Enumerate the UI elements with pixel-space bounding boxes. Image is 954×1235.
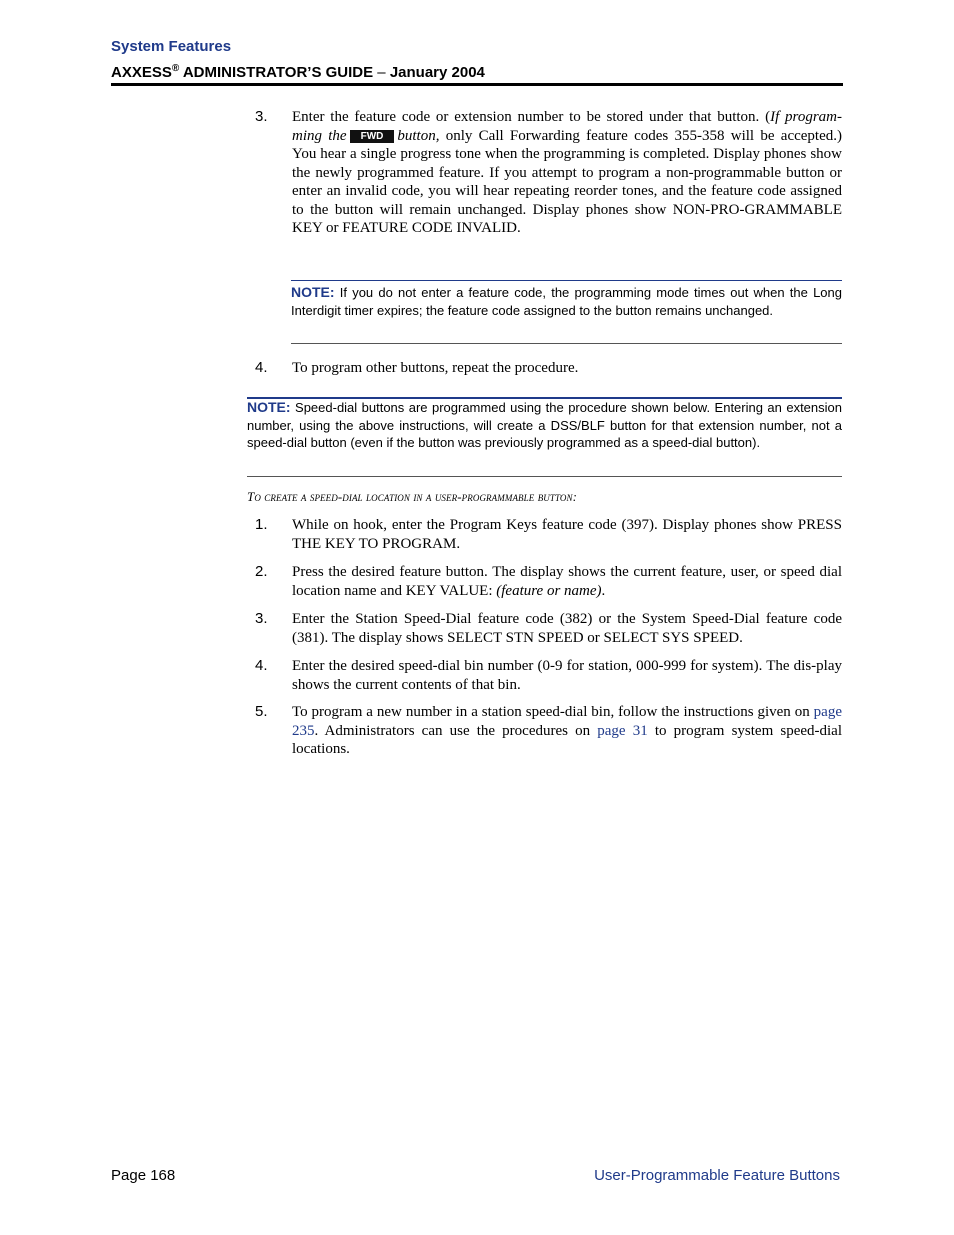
guide-title-text: ADMINISTRATOR’S GUIDE — [179, 64, 374, 81]
step-text: To program other buttons, repeat the procedure. — [292, 360, 579, 376]
step-text — [292, 703, 842, 759]
step-text-part: Enter the feature code or extension number to be stored under that button. ( — [292, 109, 771, 125]
step-number: 3. — [255, 610, 268, 627]
step-text-italic: If program-ming the — [292, 109, 842, 144]
step-number: 4. — [255, 657, 268, 674]
registered-mark: ® — [171, 63, 180, 74]
step-number: 5. — [255, 703, 268, 720]
note-text: If you do not enter a feature code, the programming mode times out when the Long Interdigit timer expires; the feature code assigned to the button remains unchanged. — [291, 285, 842, 318]
header-rule — [111, 83, 843, 86]
note-rule-bottom — [247, 476, 842, 477]
procedure-heading: To create a speed-dial location in a user-programmable button: — [247, 489, 578, 504]
note-rule-top — [291, 280, 842, 281]
step-number: 4. — [255, 359, 268, 376]
note-label: NOTE: — [291, 284, 335, 300]
note-text: Speed-dial buttons are programmed using the procedure shown below. Entering an extension number, using the above instructions, will create a DSS/BLF button for that extension number, not a speed-dial button (even if the button was previously programmed as a speed-dial button). — [247, 400, 842, 450]
step-text: While on hook, enter the Program Keys feature code (397). Display phones show PRESS THE KEY TO PROGRAM. — [292, 517, 842, 552]
guide-separator: – — [373, 64, 390, 81]
guide-date: January 2004 — [389, 64, 485, 81]
step-text — [292, 108, 842, 238]
page-235-link[interactable]: page 235 — [292, 704, 842, 739]
step-text-part: to program system speed-dial locations. — [292, 722, 842, 757]
guide-brand: AXXESS — [111, 64, 172, 81]
step-text: Enter the desired speed-dial bin number (0-9 for station, 000-999 for system). The dis-play shows the current contents of that bin. — [292, 658, 842, 693]
step-text — [292, 563, 842, 600]
note-timeout — [291, 284, 842, 319]
note-speed-dial — [247, 399, 842, 452]
page-31-link[interactable]: page 31 — [597, 722, 648, 739]
guide-title — [111, 58, 843, 80]
step-number: 2. — [255, 563, 268, 580]
step-text-part: Press the desired feature button. The display shows the current feature, user, or speed dial location name and KEY VALUE: — [292, 564, 842, 599]
page-number: Page 168 — [111, 1167, 176, 1184]
note-label: NOTE: — [247, 399, 291, 415]
chapter-title: User-Programmable Feature Buttons — [594, 1167, 840, 1184]
step-text: Enter the Station Speed-Dial feature code (382) or the System Speed-Dial feature code (381). The display shows SELECT STN SPEED or SELECT SYS SPEED. — [292, 611, 842, 646]
section-title: System Features — [111, 38, 232, 55]
step-text-part: . — [601, 582, 606, 599]
fwd-key-icon: FWD — [350, 130, 395, 143]
step-text-part: To program a new number in a station speed-dial bin, follow the instructions given on — [292, 704, 814, 720]
page-header — [111, 37, 843, 80]
step-number: 3. — [255, 108, 268, 125]
step-text-part: only Call Forwarding feature codes 355-358 will be accepted.) You hear a single progress tone when the programming is completed. Display phones show the newly programmed feature. If you attempt to program a non-programmable button or enter an invalid code, you will hear repeating reorder tones, and the feature code assigned to the button will remain unchanged. Display phones show NON-PRO-GRAMMABLE KEY or FEATURE CODE INVALID. — [292, 127, 842, 236]
step-text-part: . Administrators can use the procedures on — [314, 722, 598, 739]
step-text-italic: button, — [397, 127, 440, 144]
step-number: 1. — [255, 516, 268, 533]
note-rule-bottom — [291, 343, 842, 344]
step-text-italic: (feature or name) — [496, 582, 602, 599]
